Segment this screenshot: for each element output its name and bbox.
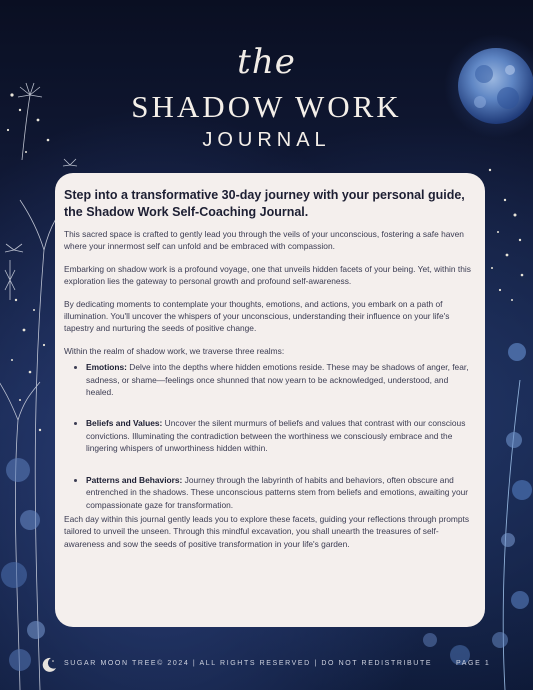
realm-term: Emotions: (86, 362, 127, 373)
realm-text: Delve into the depths where hidden emotions reside. These may be shadows of anger, fear, sadness, or shame—feelings once shunned that now yearn to be acknowledged, understood, and healed. (86, 362, 469, 398)
closing-paragraph: Each day within this journal gently leads you to explore these facets, guiding your reflections through prompts tailored to unveil the unseen. Through this mindful excavation, you shall unearth the treasures of self-awareness and sow the seeds of positive transformation in your life's garden. (64, 513, 470, 549)
title-the: the (237, 42, 296, 82)
intro-paragraph: Embarking on shadow work is a profound voyage, one that unveils hidden facets of your being. Yet, within this exploration lies the gateway to personal growth and profound self-awareness. (64, 263, 471, 287)
realm-text: Uncover the silent murmurs of beliefs and values that contrast with our conscious convictions. Illuminating the contradiction between the worthiness we consciously embrace and the lingering whispers of unworthiness hidden within. (86, 418, 466, 454)
realm-term: Beliefs and Values: (86, 418, 163, 429)
footer (0, 654, 533, 678)
list-item (86, 361, 475, 398)
realm-term: Patterns and Behaviors: (86, 474, 183, 485)
realms-list (64, 361, 475, 511)
intro-paragraph: This sacred space is crafted to gently lead you through the veils of your unconscious, fostering a safe haven where your innermost self can unfold and be embraced with compassion. (64, 229, 464, 252)
list-item (86, 417, 475, 454)
intro-card (55, 173, 485, 627)
realm-text: Journey through the labyrinth of habits and behaviors, often obscure and entrenched in the shadows. These unconscious patterns stem from beliefs and emotions, awaiting your compassionate gaze for transformation. (86, 474, 469, 510)
moon-logo-icon (40, 656, 58, 674)
page-title: SHADOW WORK (131, 89, 402, 124)
intro-paragraph: By dedicating moments to contemplate your thoughts, emotions, and actions, you embark on a path of illumination. You'll uncover the whispers of your unconscious, understanding their influence on your life's tapestry and nurturing the seeds of positive change. (64, 298, 450, 334)
list-item (86, 474, 475, 511)
realms-intro: Within the realm of shadow work, we traverse three realms: (64, 345, 285, 356)
copyright-text: SUGAR MOON TREE© 2024 | ALL RIGHTS RESERVED | DO NOT REDISTRIBUTE (64, 660, 433, 667)
page-number: PAGE 1 (456, 660, 491, 667)
page-subtitle: JOURNAL (202, 129, 331, 151)
intro-heading: Step into a transformative 30-day journey with your personal guide, the Shadow Work Self-Coaching Journal. (64, 188, 465, 219)
